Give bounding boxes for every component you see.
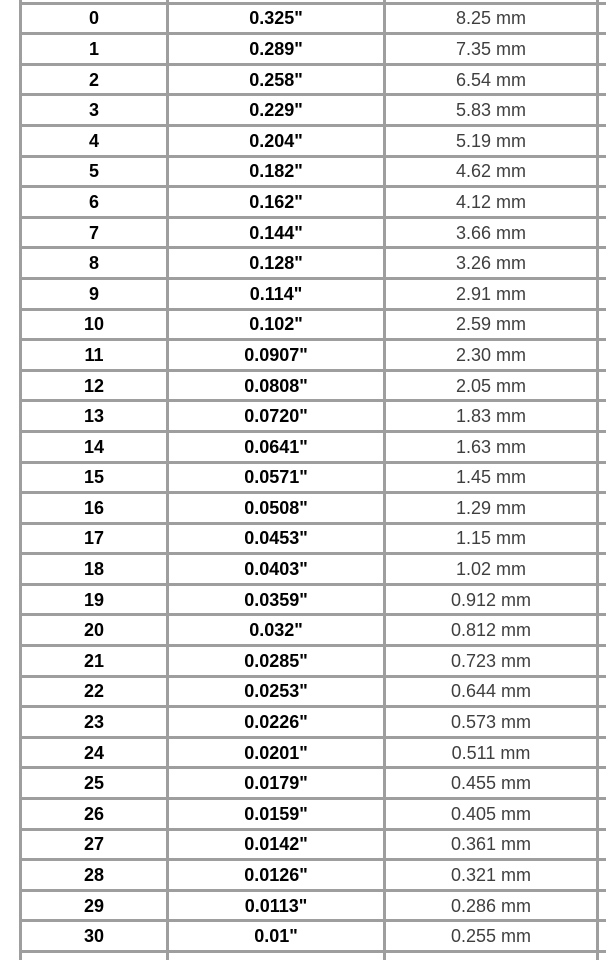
table-row: [19, 430, 606, 464]
table-row: [19, 308, 606, 342]
table-row: [19, 552, 606, 586]
diameter-inches-cell: [166, 919, 386, 953]
wire-gauge-table: [19, 0, 606, 960]
diameter-mm: 1.83 mm: [455, 406, 527, 427]
gauge-number-cell: [19, 155, 169, 189]
diameter-inches-cell: [166, 216, 386, 250]
diameter-mm: 3.26 mm: [455, 253, 527, 274]
diameter-inches-cell: [166, 491, 386, 525]
table-row: [19, 766, 606, 800]
diameter-mm: 8.25 mm: [455, 8, 527, 29]
gauge-number-cell: [19, 736, 169, 770]
gauge-number: 13: [83, 406, 105, 427]
diameter-mm-cell: [383, 828, 599, 862]
diameter-mm: 0.255 mm: [450, 926, 532, 947]
cutoff-column-cell: [596, 919, 606, 953]
diameter-inches-cell: [166, 705, 386, 739]
diameter-inches-cell: [166, 308, 386, 342]
gauge-number-cell: [19, 93, 169, 127]
diameter-mm: 0.912 mm: [450, 589, 532, 610]
diameter-mm: 5.83 mm: [455, 100, 527, 121]
diameter-mm: 0.455 mm: [450, 773, 532, 794]
table-row: [19, 491, 606, 525]
cutoff-column-cell: [596, 124, 606, 158]
diameter-mm-cell: [383, 93, 599, 127]
diameter-inches-cell: [166, 552, 386, 586]
table-row: [19, 32, 606, 66]
diameter-mm-cell: [383, 675, 599, 709]
diameter-mm: 0.361 mm: [450, 834, 532, 855]
diameter-inches: 0.229": [249, 100, 303, 121]
diameter-mm-cell: [383, 461, 599, 495]
table-row: [19, 797, 606, 831]
cutoff-column-cell: [596, 369, 606, 403]
cutoff-column-cell: [596, 858, 606, 892]
diameter-mm: 7.35 mm: [455, 38, 527, 59]
diameter-mm-cell: [383, 124, 599, 158]
gauge-number: 29: [83, 895, 105, 916]
gauge-number-cell: [19, 461, 169, 495]
table-row: [19, 858, 606, 892]
gauge-number-cell: [19, 124, 169, 158]
gauge-number: 6: [88, 191, 99, 212]
cutoff-column-cell: [596, 461, 606, 495]
diameter-inches: 0.0508": [244, 497, 308, 518]
gauge-number: 14: [83, 436, 105, 457]
cutoff-column-cell: [596, 583, 606, 617]
diameter-inches: 0.0285": [244, 650, 308, 671]
diameter-mm: 0.321 mm: [450, 865, 532, 886]
diameter-mm-cell: [383, 277, 599, 311]
gauge-number-cell: [19, 613, 169, 647]
table-row: [19, 583, 606, 617]
table-row: [19, 338, 606, 372]
gauge-number: 25: [83, 773, 105, 794]
table-row: [19, 399, 606, 433]
gauge-number: 15: [83, 467, 105, 488]
gauge-number: 19: [83, 589, 105, 610]
diameter-mm-cell: [383, 185, 599, 219]
gauge-number-cell: [19, 858, 169, 892]
gauge-number-cell: [19, 246, 169, 280]
cutoff-column-cell: [596, 185, 606, 219]
diameter-mm: 4.12 mm: [455, 191, 527, 212]
diameter-mm: 1.02 mm: [455, 559, 527, 580]
gauge-number: 4: [88, 130, 99, 151]
diameter-mm-cell: [383, 522, 599, 556]
diameter-mm-cell: [383, 2, 599, 36]
cutoff-column-cell: [596, 613, 606, 647]
gauge-number: 8: [88, 253, 99, 274]
diameter-inches: 0.0907": [244, 344, 308, 365]
table-row-partial-bottom: [19, 950, 606, 960]
cutoff-column-cell: [596, 675, 606, 709]
diameter-inches-cell: [166, 766, 386, 800]
diameter-inches: 0.289": [249, 38, 303, 59]
diameter-mm: 0.511 mm: [451, 742, 531, 763]
gauge-number: 7: [88, 222, 99, 243]
diameter-inches: 0.0126": [244, 865, 308, 886]
gauge-number: 5: [88, 161, 99, 182]
diameter-mm: 2.59 mm: [455, 314, 527, 335]
diameter-inches: 0.0226": [244, 712, 308, 733]
cutoff-column-cell: [596, 889, 606, 923]
diameter-mm-cell: [383, 491, 599, 525]
gauge-number: 22: [83, 681, 105, 702]
gauge-number-cell: [19, 797, 169, 831]
diameter-mm: 1.15 mm: [455, 528, 527, 549]
cutoff-column-cell: [596, 491, 606, 525]
diameter-inches: 0.182": [249, 161, 303, 182]
cutoff-column-cell: [596, 93, 606, 127]
gauge-number: 9: [88, 283, 99, 304]
diameter-mm-cell: [383, 736, 599, 770]
diameter-inches-cell: [166, 2, 386, 36]
table-row: [19, 705, 606, 739]
cutoff-column-cell: [596, 246, 606, 280]
diameter-mm: 2.05 mm: [455, 375, 527, 396]
diameter-mm: 0.573 mm: [450, 712, 532, 733]
diameter-mm: 2.91 mm: [455, 283, 527, 304]
diameter-mm: 0.286 mm: [450, 895, 532, 916]
diameter-inches: 0.162": [249, 191, 303, 212]
diameter-inches-cell: [166, 828, 386, 862]
gauge-number-cell: [19, 644, 169, 678]
gauge-number-cell: [19, 2, 169, 36]
diameter-inches: 0.114": [249, 283, 303, 304]
diameter-inches-cell: [166, 338, 386, 372]
gauge-number: 23: [83, 712, 105, 733]
gauge-number-cell: [19, 919, 169, 953]
diameter-mm: 1.63 mm: [455, 436, 527, 457]
gauge-number-cell: [19, 185, 169, 219]
cutoff-column-cell: [596, 277, 606, 311]
diameter-mm-cell: [383, 246, 599, 280]
diameter-inches-cell: [166, 93, 386, 127]
diameter-mm-cell: [383, 338, 599, 372]
gauge-number-cell: [19, 399, 169, 433]
diameter-mm: 0.723 mm: [450, 650, 532, 671]
diameter-mm-cell: [383, 644, 599, 678]
cutoff-column-cell: [596, 828, 606, 862]
table-row: [19, 675, 606, 709]
diameter-inches: 0.0453": [244, 528, 308, 549]
diameter-inches-cell: [166, 858, 386, 892]
table-row: [19, 644, 606, 678]
table-row: [19, 461, 606, 495]
diameter-mm: 0.405 mm: [450, 803, 532, 824]
table-row: [19, 155, 606, 189]
gauge-number-cell: [19, 63, 169, 97]
gauge-number-cell: [19, 583, 169, 617]
gauge-number-cell: [19, 766, 169, 800]
diameter-inches: 0.0808": [244, 375, 308, 396]
gauge-number: 0: [88, 8, 99, 29]
diameter-inches-cell: [166, 32, 386, 66]
diameter-mm-cell: [383, 613, 599, 647]
diameter-mm-cell: [383, 216, 599, 250]
diameter-inches: 0.0179": [244, 773, 308, 794]
diameter-inches-cell: [166, 399, 386, 433]
diameter-inches-cell: [166, 155, 386, 189]
diameter-mm-cell: [383, 308, 599, 342]
gauge-number-cell: [19, 369, 169, 403]
diameter-inches: 0.0201": [244, 742, 308, 763]
table-row: [19, 613, 606, 647]
gauge-number: 16: [83, 497, 105, 518]
table-row: [19, 63, 606, 97]
gauge-number-cell: [19, 430, 169, 464]
diameter-mm: 0.644 mm: [450, 681, 532, 702]
diameter-inches: 0.0253": [244, 681, 308, 702]
gauge-number-cell: [19, 32, 169, 66]
gauge-number-cell: [19, 216, 169, 250]
diameter-inches-cell: [166, 430, 386, 464]
diameter-mm-cell: [383, 552, 599, 586]
diameter-inches-cell: [166, 246, 386, 280]
cutoff-column-cell: [596, 766, 606, 800]
gauge-number-cell: [19, 675, 169, 709]
diameter-inches-cell: [166, 461, 386, 495]
gauge-number: 26: [83, 803, 105, 824]
diameter-inches: 0.0142": [244, 834, 308, 855]
table-row: [19, 736, 606, 770]
diameter-mm: 2.30 mm: [455, 344, 527, 365]
cutoff-column-cell: [596, 950, 606, 960]
table-row: [19, 919, 606, 953]
gauge-number-cell: [19, 338, 169, 372]
diameter-inches-cell: [166, 583, 386, 617]
diameter-mm: 0.812 mm: [450, 620, 532, 641]
gauge-number: 17: [83, 528, 105, 549]
cutoff-column-cell: [596, 308, 606, 342]
diameter-mm: 5.19 mm: [455, 130, 527, 151]
gauge-number: 1: [88, 38, 99, 59]
diameter-mm: 1.29 mm: [455, 497, 527, 518]
diameter-inches: 0.128": [249, 253, 303, 274]
diameter-mm-cell: [383, 797, 599, 831]
cutoff-column-cell: [596, 705, 606, 739]
diameter-inches-cell: [166, 644, 386, 678]
diameter-inches: 0.102": [249, 314, 303, 335]
diameter-mm-cell: [383, 705, 599, 739]
diameter-inches-cell: [166, 63, 386, 97]
cutoff-column-cell: [596, 552, 606, 586]
cutoff-column-cell: [596, 736, 606, 770]
diameter-inches-cell: [166, 736, 386, 770]
cutoff-column-cell: [596, 430, 606, 464]
diameter-inches: 0.032": [249, 620, 303, 641]
diameter-inches: 0.144": [249, 222, 303, 243]
diameter-mm-cell: [383, 63, 599, 97]
diameter-inches-cell: [166, 675, 386, 709]
diameter-mm-cell: [383, 155, 599, 189]
diameter-inches: 0.0113": [244, 895, 308, 916]
gauge-number: 3: [88, 100, 99, 121]
table-row: [19, 246, 606, 280]
diameter-inches-cell: [166, 950, 386, 960]
gauge-number-cell: [19, 491, 169, 525]
diameter-inches: 0.0571": [244, 467, 308, 488]
gauge-number: 21: [83, 650, 105, 671]
diameter-mm-cell: [383, 858, 599, 892]
cutoff-column-cell: [596, 399, 606, 433]
diameter-mm-cell: [383, 766, 599, 800]
diameter-inches: 0.0159": [244, 803, 308, 824]
gauge-number-cell: [19, 277, 169, 311]
diameter-inches: 0.325": [249, 8, 303, 29]
diameter-mm-cell: [383, 369, 599, 403]
diameter-inches: 0.0641": [244, 436, 308, 457]
table-row: [19, 889, 606, 923]
cutoff-column-cell: [596, 797, 606, 831]
gauge-number: 28: [83, 865, 105, 886]
diameter-inches-cell: [166, 185, 386, 219]
diameter-inches: 0.204": [249, 130, 303, 151]
table-row: [19, 277, 606, 311]
diameter-inches-cell: [166, 124, 386, 158]
diameter-inches-cell: [166, 277, 386, 311]
cutoff-column-cell: [596, 63, 606, 97]
cutoff-column-cell: [596, 338, 606, 372]
gauge-number: 12: [83, 375, 105, 396]
diameter-mm: 6.54 mm: [455, 69, 527, 90]
table-row: [19, 369, 606, 403]
cutoff-column-cell: [596, 644, 606, 678]
diameter-inches-cell: [166, 522, 386, 556]
cutoff-column-cell: [596, 216, 606, 250]
gauge-number-cell: [19, 828, 169, 862]
table-row: [19, 522, 606, 556]
table-row: [19, 124, 606, 158]
diameter-mm: 3.66 mm: [455, 222, 527, 243]
diameter-mm: 4.62 mm: [455, 161, 527, 182]
diameter-mm-cell: [383, 430, 599, 464]
diameter-inches-cell: [166, 889, 386, 923]
table-row: [19, 93, 606, 127]
gauge-number: 10: [83, 314, 105, 335]
diameter-inches: 0.01": [254, 926, 298, 947]
diameter-mm-cell: [383, 950, 599, 960]
diameter-inches: 0.0720": [244, 406, 308, 427]
diameter-mm-cell: [383, 919, 599, 953]
gauge-number-cell: [19, 522, 169, 556]
gauge-number: 2: [88, 69, 99, 90]
gauge-number: 30: [83, 926, 105, 947]
table-row: [19, 216, 606, 250]
gauge-number-cell: [19, 705, 169, 739]
diameter-mm-cell: [383, 583, 599, 617]
diameter-mm-cell: [383, 889, 599, 923]
gauge-number-cell: [19, 552, 169, 586]
diameter-inches: 0.0403": [244, 559, 308, 580]
cutoff-column-cell: [596, 2, 606, 36]
table-row: [19, 185, 606, 219]
gauge-number: 11: [84, 344, 104, 365]
cutoff-column-cell: [596, 522, 606, 556]
table-row: [19, 828, 606, 862]
diameter-mm-cell: [383, 32, 599, 66]
diameter-mm: 1.45 mm: [455, 467, 527, 488]
table-row: [19, 2, 606, 36]
diameter-inches-cell: [166, 613, 386, 647]
diameter-inches-cell: [166, 369, 386, 403]
gauge-number: 18: [83, 559, 105, 580]
diameter-mm-cell: [383, 399, 599, 433]
cutoff-column-cell: [596, 32, 606, 66]
gauge-number: 24: [83, 742, 105, 763]
gauge-number-cell: [19, 950, 169, 960]
diameter-inches: 0.258": [249, 69, 303, 90]
diameter-inches-cell: [166, 797, 386, 831]
gauge-number: 27: [83, 834, 105, 855]
diameter-inches: 0.0359": [244, 589, 308, 610]
cutoff-column-cell: [596, 155, 606, 189]
gauge-number-cell: [19, 308, 169, 342]
gauge-number-cell: [19, 889, 169, 923]
gauge-number: 20: [83, 620, 105, 641]
